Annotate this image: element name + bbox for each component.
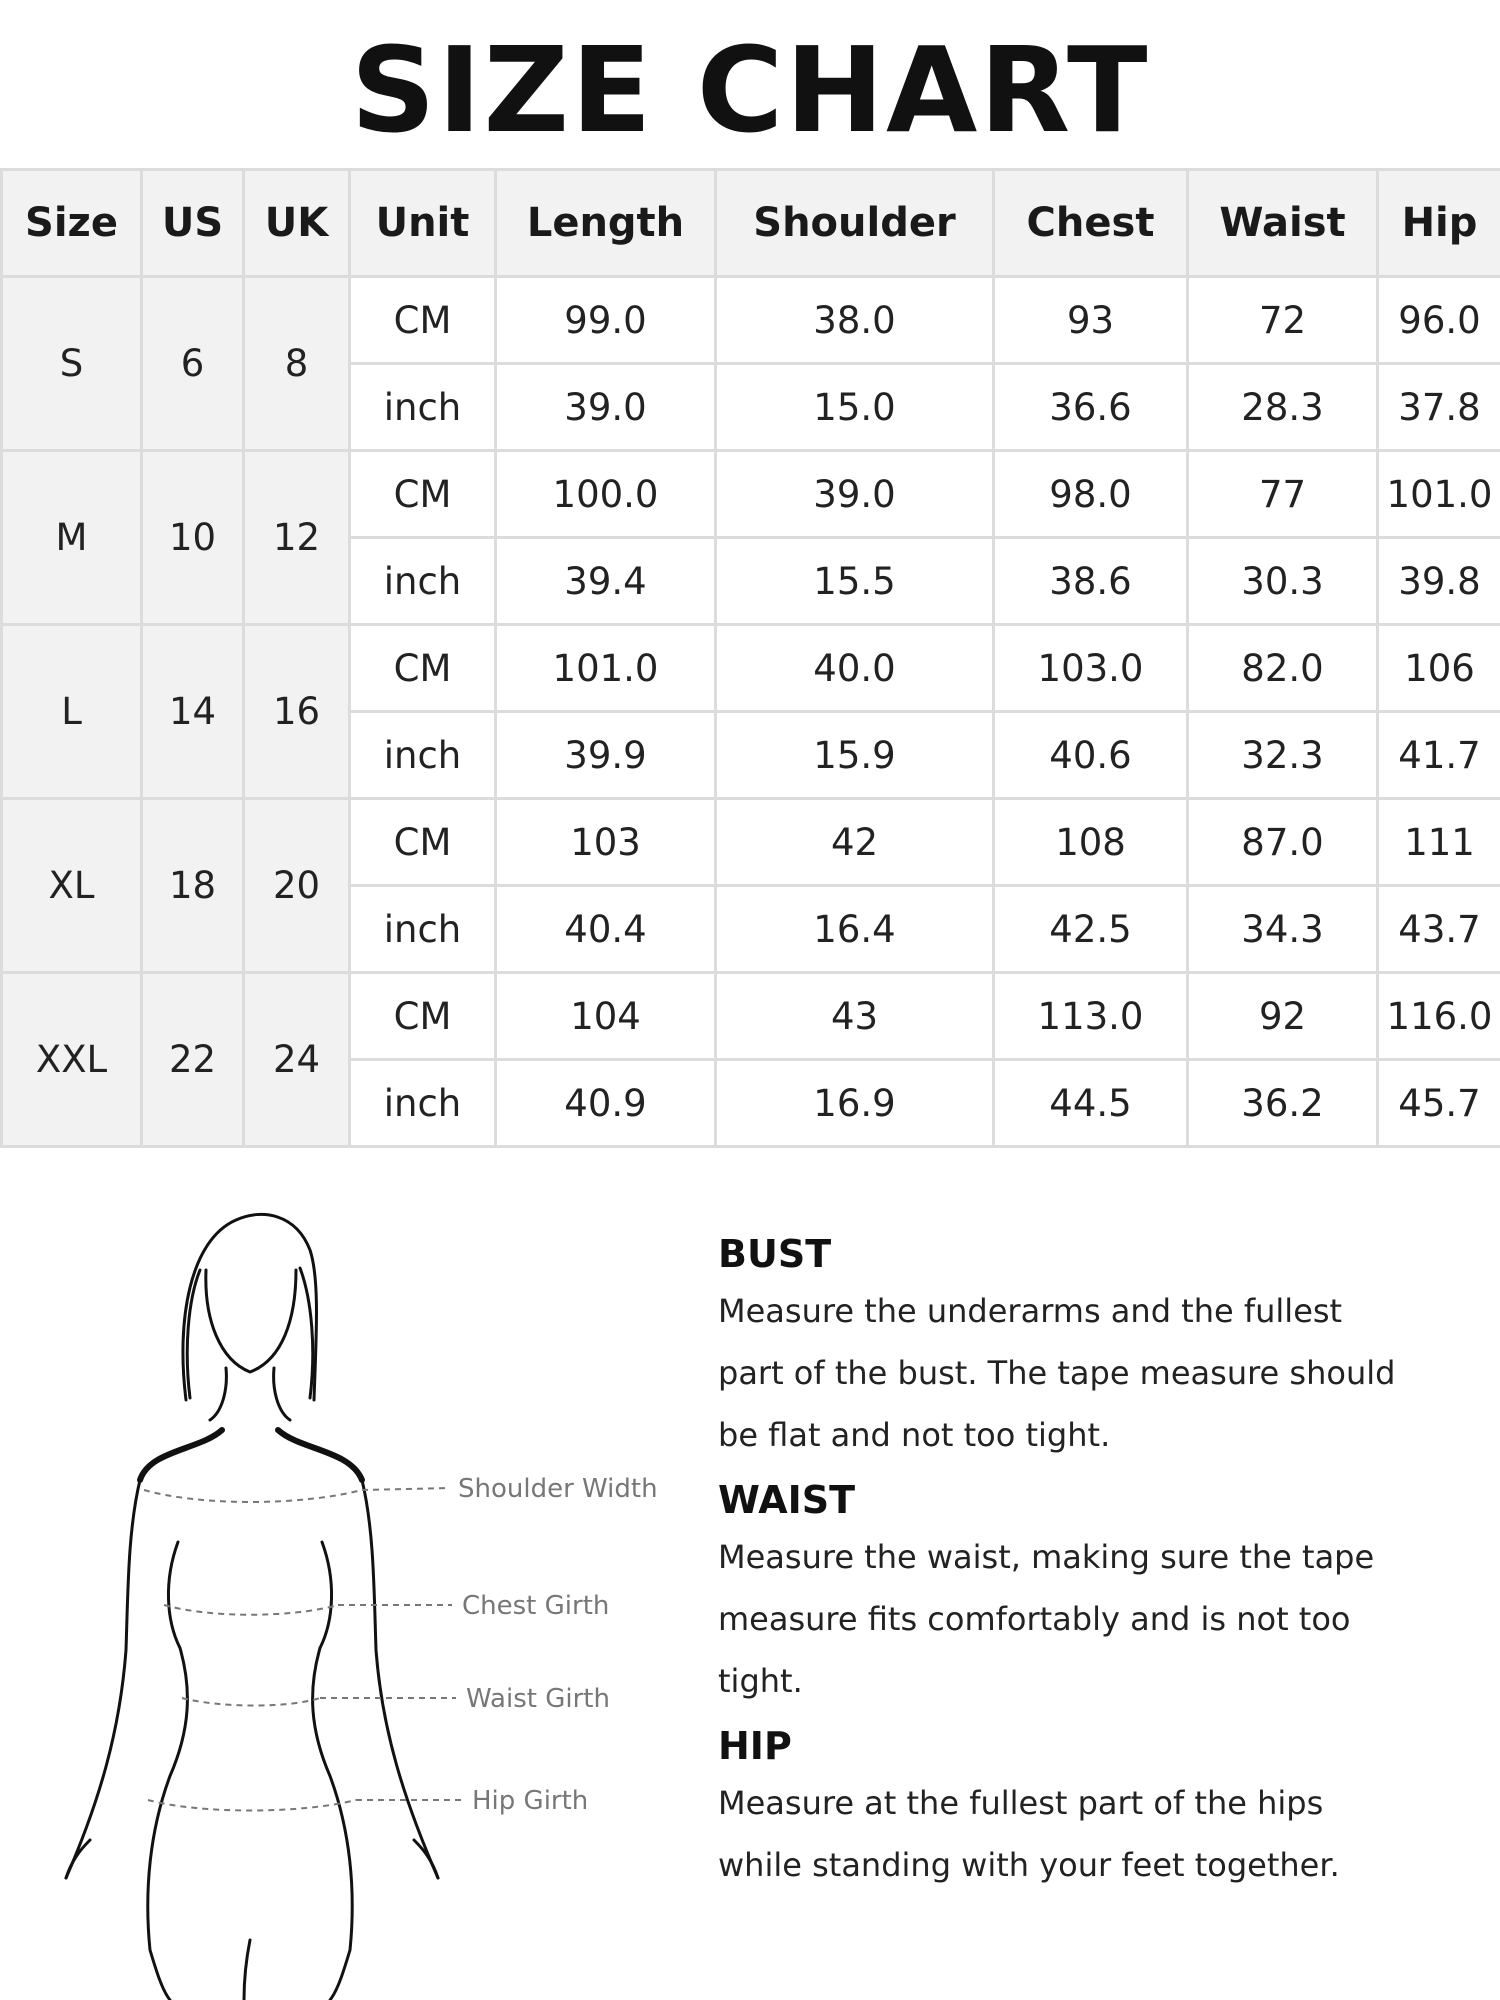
shoulder-cell: 39.0 [716,451,994,538]
waist-cell: 30.3 [1188,538,1378,625]
waist-cell: 77 [1188,451,1378,538]
us-cell: 14 [142,625,244,799]
unit-cell: CM [350,277,496,364]
length-cell: 100.0 [496,451,716,538]
uk-cell: 24 [244,973,350,1147]
shoulder-cell: 40.0 [716,625,994,712]
chest-cell: 103.0 [994,625,1188,712]
header-chest: Chest [994,170,1188,277]
unit-cell: inch [350,538,496,625]
chest-cell: 36.6 [994,364,1188,451]
table-row [2,277,1500,364]
chest-cell: 93 [994,277,1188,364]
size-cell: XXL [2,973,142,1147]
waist-cell: 32.3 [1188,712,1378,799]
header-length: Length [496,170,716,277]
hip-cell: 37.8 [1378,364,1500,451]
hip-text-line: while standing with your feet together. [718,1846,1340,1884]
hip-girth-label: Hip Girth [472,1786,589,1816]
unit-cell: CM [350,973,496,1060]
waist-description [718,1526,1478,1712]
us-cell: 10 [142,451,244,625]
table-row [2,451,1500,538]
header-waist: Waist [1188,170,1378,277]
length-cell: 104 [496,973,716,1060]
unit-cell: inch [350,1060,496,1147]
waist-text-line: measure fits comfortably and is not too [718,1600,1351,1638]
uk-cell: 8 [244,277,350,451]
bust-heading: BUST [718,1232,832,1276]
hip-cell: 101.0 [1378,451,1500,538]
hip-cell: 106 [1378,625,1500,712]
leader-lines [320,1488,462,1800]
us-cell: 22 [142,973,244,1147]
waist-cell: 72 [1188,277,1378,364]
uk-cell: 20 [244,799,350,973]
unit-cell: inch [350,364,496,451]
size-table [0,168,1500,1148]
header-hip: Hip [1378,170,1500,277]
length-cell: 101.0 [496,625,716,712]
waist-text-line: Measure the waist, making sure the tape [718,1538,1375,1576]
shoulder-cell: 15.9 [716,712,994,799]
bust-text-line: part of the bust. The tape measure should [718,1354,1396,1392]
hip-heading: HIP [718,1724,792,1768]
shoulder-cell: 38.0 [716,277,994,364]
waist-cell: 92 [1188,973,1378,1060]
hip-cell: 39.8 [1378,538,1500,625]
hip-cell: 43.7 [1378,886,1500,973]
hip-text-line: Measure at the fullest part of the hips [718,1784,1324,1822]
shoulder-cell: 16.4 [716,886,994,973]
header-size: Size [2,170,142,277]
length-cell: 39.0 [496,364,716,451]
size-cell: XL [2,799,142,973]
waist-heading: WAIST [718,1478,856,1522]
waist-girth-label: Waist Girth [466,1684,610,1714]
shoulder-width-label: Shoulder Width [458,1474,658,1504]
waist-text-line: tight. [718,1662,803,1700]
shoulder-cell: 43 [716,973,994,1060]
waist-cell: 87.0 [1188,799,1378,886]
shoulder-cell: 15.5 [716,538,994,625]
uk-cell: 12 [244,451,350,625]
waist-cell: 82.0 [1188,625,1378,712]
hip-cell: 41.7 [1378,712,1500,799]
chest-cell: 98.0 [994,451,1188,538]
waist-cell: 36.2 [1188,1060,1378,1147]
header-us: US [142,170,244,277]
length-cell: 40.4 [496,886,716,973]
unit-cell: CM [350,799,496,886]
unit-cell: inch [350,712,496,799]
uk-cell: 16 [244,625,350,799]
header-uk: UK [244,170,350,277]
chest-cell: 38.6 [994,538,1188,625]
page-title: SIZE CHART [350,21,1150,159]
length-cell: 40.9 [496,1060,716,1147]
hip-cell: 111 [1378,799,1500,886]
chest-cell: 113.0 [994,973,1188,1060]
woman-silhouette-icon [66,1214,438,2000]
unit-cell: CM [350,451,496,538]
length-cell: 39.4 [496,538,716,625]
size-cell: S [2,277,142,451]
shoulder-cell: 42 [716,799,994,886]
shoulder-cell: 16.9 [716,1060,994,1147]
chest-cell: 40.6 [994,712,1188,799]
shoulder-cell: 15.0 [716,364,994,451]
hip-cell: 45.7 [1378,1060,1500,1147]
table-row [2,973,1500,1060]
table-header-row [2,170,1500,277]
header-shoulder: Shoulder [716,170,994,277]
bust-text-line: Measure the underarms and the fullest [718,1292,1343,1330]
body-measurement-figure [0,1150,700,2000]
waist-cell: 34.3 [1188,886,1378,973]
unit-cell: CM [350,625,496,712]
us-cell: 6 [142,277,244,451]
waist-cell: 28.3 [1188,364,1378,451]
bust-description [718,1280,1478,1466]
hip-description [718,1772,1478,1896]
chest-cell: 44.5 [994,1060,1188,1147]
chest-girth-label: Chest Girth [462,1591,610,1621]
hip-cell: 96.0 [1378,277,1500,364]
chest-cell: 108 [994,799,1188,886]
length-cell: 39.9 [496,712,716,799]
measurement-guide [718,1228,1478,1904]
unit-cell: inch [350,886,496,973]
size-cell: M [2,451,142,625]
table-row [2,799,1500,886]
hip-cell: 116.0 [1378,973,1500,1060]
chest-cell: 42.5 [994,886,1188,973]
us-cell: 18 [142,799,244,973]
length-cell: 103 [496,799,716,886]
bust-text-line: be flat and not too tight. [718,1416,1111,1454]
length-cell: 99.0 [496,277,716,364]
size-cell: L [2,625,142,799]
table-row [2,625,1500,712]
header-unit: Unit [350,170,496,277]
